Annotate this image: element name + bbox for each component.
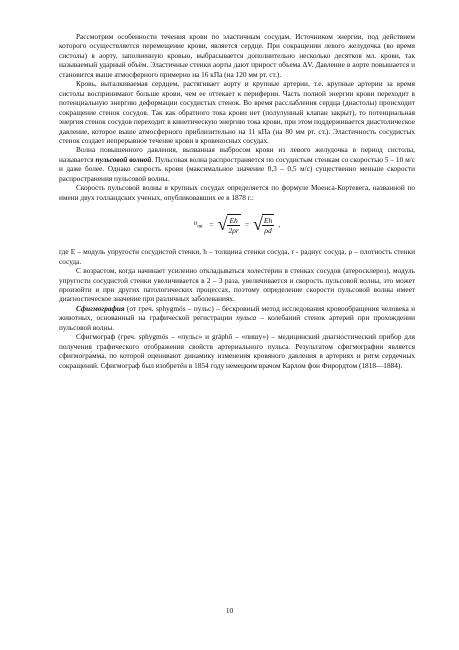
- formula-equals-2: =: [244, 219, 250, 229]
- formula-denominator-2: ρd: [264, 225, 272, 235]
- formula-equals-1: =: [209, 219, 214, 229]
- sphygmography-pulse-term: пульса: [236, 313, 257, 323]
- page-number: 10: [225, 606, 234, 615]
- paragraph-sphygmograph: Сфигмограф (греч. sphygmós – «пульс» и gráphō – «пишу») – медицинский диагностический прибор для получения графического отображения свойств артериального пульса. Результатом сфигмографии является сфигмогра́мма, по которой оценивают динамику изменения кровяного давления в артериях и ритм сердечных сокращений. Сфигмограф был изобретён в 1854 году немецким врачом Карлом фон Фирордтом (1818—1884).: [59, 332, 415, 370]
- formula-numerator-1: Eh: [229, 215, 238, 225]
- paragraph-moens-korteweg: Скорость пульсовой волны в крупных сосудах определяется по формуле Моенса-Кортевега, названной по имени двух голландских ученых, опубликовавших ее в 1878 г.:: [59, 183, 415, 202]
- formula-root-1: √ $\frac{Eh}{2\rho r}$: [217, 214, 239, 235]
- paragraph-formula-legend: где Е – модуль упругости сосудистой стенки, h – толщина стенки сосуда, r - радиус сосуда, ρ – плотность стенки сосуда.: [59, 247, 415, 266]
- pulse-wave-text-b: . Пульсовая волна распространяется по сосудистым стенкам со скоростью 5 – 10 м/с и даже более. Однако скорость крови (максимальное значение 0,3 – 0,5 м/с) существенно меньше скорости распространения пульсовой волны.: [59, 154, 416, 183]
- pulse-wave-term: пульсовой волной: [95, 154, 152, 164]
- formula-numerator-2: Eh: [263, 215, 273, 225]
- moens-korteweg-formula: [59, 208, 415, 240]
- formula-trailing-comma: ,: [278, 219, 281, 229]
- paragraph-atherosclerosis: С возрастом, когда начинает усиленно откладываться холестерин в стенках сосудов (атеросклероз), модуль упругости сосудистой стенки увеличивается в 2 – 3 раза, увеличивается и скорость пульсовой волны, это может произойти и при других патологических процессах, поэтому определение скорости пульсовой волны имеет диагностическое значение при различных заболеваниях.: [59, 266, 415, 304]
- pulse-wave-text-a: Волна повышенного давления, вызванная выбросом крови из левого желудочка в период систолы, называется: [59, 145, 415, 164]
- sphygmography-text-a: (от греч. sphygmós – пульс) – бескровный метод исследования кровообращения человека и животных, основанный на графической регистрации: [59, 303, 415, 323]
- sphygmography-term: Сфигмография: [76, 303, 125, 313]
- formula-lhs: $\upsilon_{пв}$: [193, 218, 203, 230]
- paragraph-aorta-flow: Рассмотрим особенности течения крови по эластичным сосудам. Источником энергии, под действием которого осуществляется перемещение крови, является сердце. При сокращении левого желудочка (во время систолы) в аорту, заполненную кровью, выбрасывается дополнительно несколько десятков мл. крови, так называемый ударный объём. Эластичные стенки аорты дают прирост объема ΔV. Давление в аорте повышается и становится выше атмосферного примерно на 16 кПа (на 120 мм рт. ст.).: [59, 32, 415, 79]
- formula-root-2: √ $\frac{Eh}{\rho d}$: [253, 214, 273, 235]
- paragraph-pulse-wave: [59, 145, 415, 183]
- paragraph-elastic-arteries: Кровь, выталкиваемая сердцем, растягивает аорту и крупные артерии, т.е. крупные артерии за время систолы воспринимают больше крови, чем ее оттекает к периферии. Часть полной энергии крови переходит в потенциальную энергию деформации сосудистых стенок. Во время расслабления сердца (диастолы) происходит сокращение стенок сосудов. Так как обратного тока крови нет (полулунный клапан закрыт), то потенциальная энергия стенок сосудов переходит в кинетическую энергию тока крови, при этом поддерживается диастолическое давление, которое выше атмосферного приблизительно на 11 кПа (на 80 мм рт. ст.). Эластичность сосудистых стенок создает непрерывное течение крови в кровеносных сосудах.: [59, 79, 415, 145]
- formula-denominator-1: 2ρr: [228, 225, 239, 235]
- sphygmography-text-b: – колебаний стенок артерий при прохождении пульсовой волны.: [59, 313, 415, 332]
- paragraph-sphygmography: [59, 304, 415, 332]
